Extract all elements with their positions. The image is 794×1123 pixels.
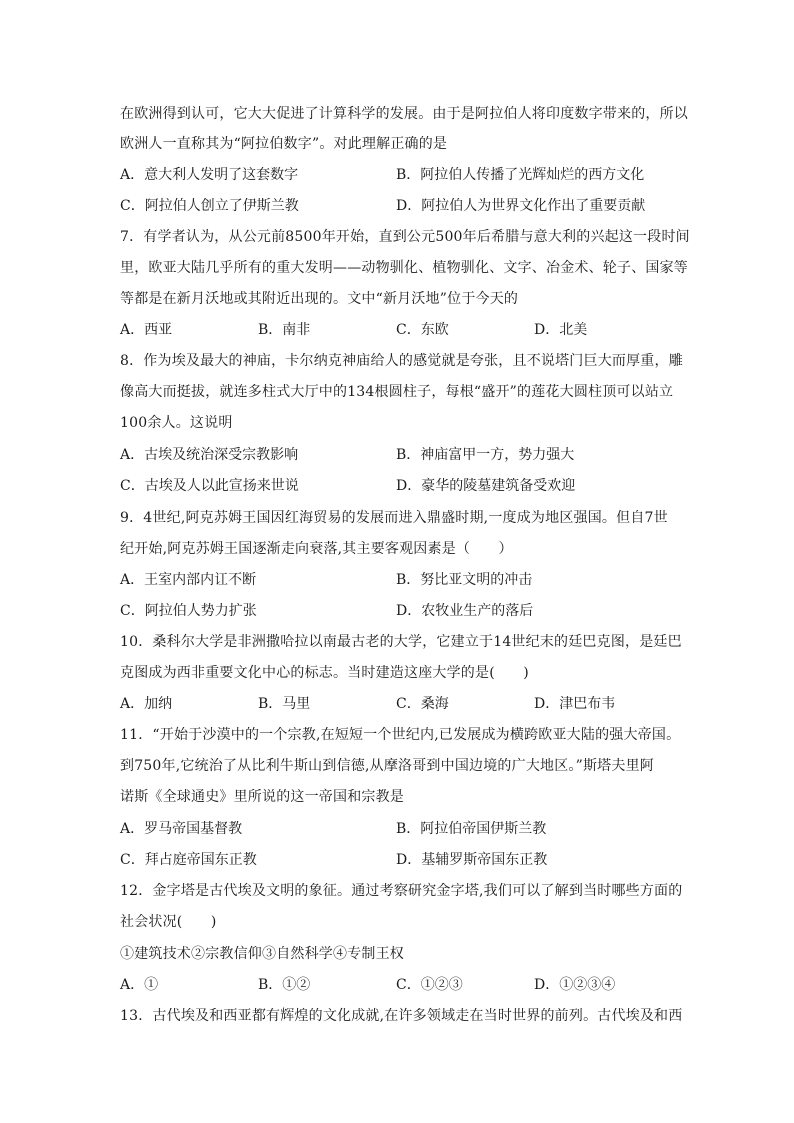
q10-option-d: D．津巴布韦: [534, 696, 616, 712]
q7-stem-line-2: 里，欧亚大陆几乎所有的重大发明——动物驯化、植物驯化、文字、冶金术、轮子、国家等: [120, 260, 688, 276]
q6-option-c: C．阿拉伯人创立了伊斯兰教: [120, 198, 299, 214]
q8-stem-line-1: 8．作为埃及最大的神庙，卡尔纳克神庙给人的感觉就是夸张，且不说塔门巨大而厚重，雕: [120, 353, 683, 369]
q8-stem-line-2: 像高大而挺拔，就连多柱式大厅中的134根圆柱子，每根“盛开”的莲花大圆柱顶可以站立: [120, 384, 674, 400]
q7-option-a: A．西亚: [120, 322, 173, 338]
q12-stem-line-2: 社会状况( ): [120, 914, 217, 930]
q12-stem-line-1: 12．金字塔是古代埃及文明的象征。通过考察研究金字塔,我们可以了解到当时哪些方面的: [120, 883, 683, 899]
q9-option-d: D．农牧业生产的落后: [396, 603, 534, 619]
q10-stem-line-1: 10．桑科尔大学是非洲撒哈拉以南最古老的大学，它建立于14世纪末的廷巴克图，是廷巴: [120, 634, 682, 650]
q6-option-d: D．阿拉伯人为世界文化作出了重要贡献: [396, 198, 646, 214]
q11-option-b: B．阿拉伯帝国伊斯兰教: [396, 821, 547, 837]
q12-option-c: C．①②③: [396, 977, 463, 993]
q12-stem-line-3: ①建筑技术②宗教信仰③自然科学④专制王权: [120, 946, 404, 962]
q11-option-d: D．基辅罗斯帝国东正教: [396, 852, 548, 868]
q12-option-d: D．①②③④: [534, 977, 616, 993]
q11-option-c: C．拜占庭帝国东正教: [120, 852, 257, 868]
q10-option-a: A．加纳: [120, 696, 173, 712]
q8-stem-line-3: 100余人。这说明: [120, 415, 233, 431]
q7-option-d: D．北美: [534, 322, 588, 338]
q8-option-a: A．古埃及统治深受宗教影响: [120, 447, 299, 463]
q6-stem-line-2: 欧洲人一直称其为“阿拉伯数字”。对此理解正确的是: [120, 136, 448, 152]
q9-option-b: B．努比亚文明的冲击: [396, 572, 533, 588]
q11-stem-line-3: 诺斯《全球通史》里所说的这一帝国和宗教是: [120, 789, 404, 805]
q8-option-d: D．豪华的陵墓建筑备受欢迎: [396, 478, 576, 494]
q9-option-c: C．阿拉伯人势力扩张: [120, 603, 257, 619]
q6-option-a: A．意大利人发明了这套数字: [120, 167, 299, 183]
q9-stem-line-2: 纪开始,阿克苏姆王国逐渐走向衰落,其主要客观因素是（ ）: [120, 541, 513, 557]
q8-option-b: B．神庙富甲一方，势力强大: [396, 447, 575, 463]
q6-option-b: B．阿拉伯人传播了光辉灿烂的西方文化: [396, 167, 645, 183]
q10-stem-line-2: 克图成为西非重要文化中心的标志。当时建造这座大学的是( ): [120, 665, 529, 681]
q9-stem-line-1: 9．4世纪,阿克苏姆王国因红海贸易的发展而进入鼎盛时期,一度成为地区强国。但自7世: [120, 510, 668, 526]
q12-option-b: B．①②: [258, 977, 311, 993]
q6-stem-line-1: 在欧洲得到认可，它大大促进了计算科学的发展。由于是阿拉伯人将印度数字带来的，所以: [120, 106, 688, 122]
q11-option-a: A．罗马帝国基督教: [120, 821, 243, 837]
q10-option-b: B．马里: [258, 696, 311, 712]
q7-option-b: B．南非: [258, 322, 311, 338]
q11-stem-line-2: 到750年,它统治了从比利牛斯山到信德,从摩洛哥到中国边境的广大地区。”斯塔夫里阿: [120, 758, 654, 774]
q7-stem-line-3: 等都是在新月沃地或其附近出现的。文中“新月沃地”位于今天的: [120, 291, 519, 307]
q13-stem-line-1: 13．古代埃及和西亚都有辉煌的文化成就,在许多领域走在当时世界的前列。古代埃及和西: [120, 1008, 683, 1024]
q9-option-a: A．王室内部内讧不断: [120, 572, 257, 588]
q7-stem-line-1: 7．有学者认为，从公元前8500年开始，直到公元500年后希腊与意大利的兴起这一段时间: [120, 229, 690, 245]
q7-option-c: C．东欧: [396, 322, 449, 338]
q8-option-c: C．古埃及人以此宣扬来世说: [120, 478, 299, 494]
q11-stem-line-1: 11．“开始于沙漠中的一个宗教,在短短一个世纪内,已发展成为横跨欧亚大陆的强大帝国。: [120, 727, 681, 743]
q12-option-a: A．①: [120, 977, 159, 993]
q10-option-c: C．桑海: [396, 696, 449, 712]
